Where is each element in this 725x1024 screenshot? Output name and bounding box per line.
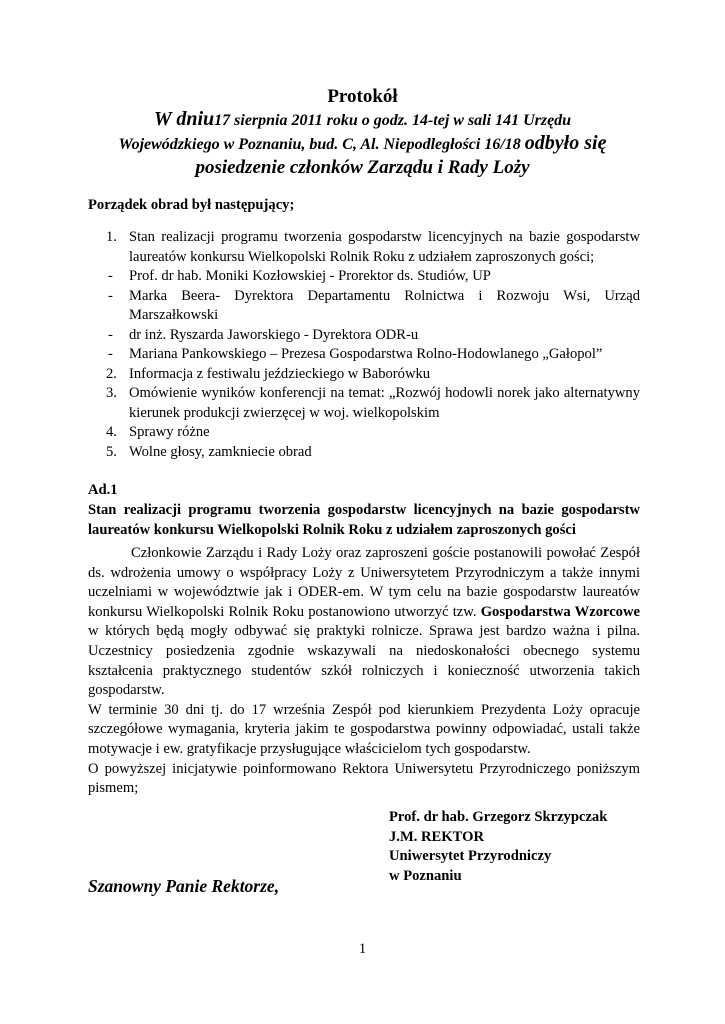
agenda-item <box>88 287 640 326</box>
page-number: 1 <box>358 941 367 957</box>
section-label: Ad.1 <box>88 482 118 498</box>
addressee-line: w Poznaniu <box>389 867 462 884</box>
agenda-item <box>88 384 640 423</box>
subtitle-line-2-main: Wojewódzkiego w Poznaniu, bud. C, Al. Niepodległości 16/18 <box>118 136 521 153</box>
agenda-item <box>88 365 640 385</box>
agenda-item-marker: - <box>108 346 113 362</box>
subtitle-line-2-tail: odbyło się <box>524 132 607 154</box>
paragraph-text: w których będą mogły odbywać się praktyki rolnicze. Sprawa jest bardzo ważna i pilna. Uczestnicy posiedzenia zgodnie wskazywali na niedoskonałości obecnego systemu kształcenia praktycznego studentów szkół rolniczych i konieczność utworzenia takich gospodarstw. <box>88 623 640 699</box>
paragraph-text: Członkowie Zarządu i Rady Loży oraz zaproszeni goście postanowili powołać Zespół ds. wdrożenia umowy o współpracy Loży z Uniwersytetem Przyrodniczym a także innymi uczelniami w województwie jak i ODER-em. W tym celu na bazie gospodarstw laureatów konkursu Wielkopolski Rolnik Roku postanowiono utworzyć tzw. <box>88 545 640 620</box>
agenda-item-text: Mariana Pankowskiego – Prezesa Gospodarstwa Rolno-Hodowlanego „Gałopol” <box>129 346 603 362</box>
agenda-item-marker: - <box>108 287 113 304</box>
addressee-line: Prof. dr hab. Grzegorz Skrzypczak <box>389 809 608 825</box>
agenda-item-text: Sprawy różne <box>129 424 210 440</box>
agenda-item <box>88 443 640 463</box>
addressee-block <box>389 808 607 886</box>
paragraph-bold-term: Gospodarstwa Wzorcowe <box>480 603 641 620</box>
subtitle-line-2 <box>70 132 655 156</box>
agenda-item-marker: 1. <box>106 229 117 245</box>
agenda-heading: Porządek obrad był następujący; <box>88 197 295 213</box>
agenda-item <box>88 423 640 443</box>
agenda-item <box>88 228 640 267</box>
agenda-item-text: Omówienie wyników konferencji na temat: „Rozwój hodowli norek jako alternatywny kierunek produkcji zwierzęcej w woj. wielkopolskim <box>129 385 640 421</box>
letter-salutation: Szanowny Panie Rektorze, <box>88 876 280 896</box>
body-paragraph-1 <box>88 544 640 701</box>
addressee-line: Uniwersytet Przyrodniczy <box>389 848 552 864</box>
subtitle-line-1 <box>70 108 655 132</box>
agenda-item-marker: 5. <box>106 443 117 460</box>
section-heading: Stan realizacji programu tworzenia gospodarstw licencyjnych na bazie gospodarstw laureatów konkursu Wielkopolski Rolnik Roku z udziałem zaproszonych gości <box>88 502 640 538</box>
agenda-item-text: Wolne głosy, zamkniecie obrad <box>129 443 312 460</box>
body-paragraph-3: O powyższej inicjatywie poinformowano Rektora Uniwersytetu Przyrodniczego poniższym pismem; <box>88 760 640 797</box>
agenda-item <box>88 345 640 365</box>
agenda-item-text: Marka Beera- Dyrektora Departamentu Rolnictwa i Rozwoju Wsi, Urząd Marszałkowski <box>129 287 640 323</box>
agenda-item-text: dr inż. Ryszarda Jaworskiego - Dyrektora ODR-u <box>129 326 419 343</box>
agenda-item-text: Informacja z festiwalu jeździeckiego w Baborówku <box>129 365 431 382</box>
agenda-item-text: Stan realizacji programu tworzenia gospodarstw licencyjnych na bazie gospodarstw laureatów konkursu Wielkopolski Rolnik Roku z udziałem zaproszonych gości; <box>129 229 640 265</box>
subtitle-line-1-rest: 17 sierpnia 2011 roku o godz. 14-tej w sali 141 Urzędu <box>214 112 572 129</box>
agenda-item <box>88 326 640 346</box>
section-body <box>88 544 640 799</box>
agenda-list <box>88 228 640 462</box>
body-paragraph-2: W terminie 30 dni tj. do 17 września Zespół pod kierunkiem Prezydenta Loży opracuje szczegółowe wymagania, kryteria jakim te gospodarstwa powinny odpowiadać, ustali także motywacje i ew. gratyfikacje przysługujące właścicielom tych gospodarstw. <box>88 701 640 757</box>
addressee-line: J.M. REKTOR <box>389 828 485 845</box>
agenda-item-text: Prof. dr hab. Moniki Kozłowskiej - Prorektor ds. Studiów, UP <box>129 268 491 284</box>
agenda-item-marker: 2. <box>106 365 117 382</box>
agenda-item-marker: - <box>108 268 113 284</box>
subtitle-line-3: posiedzenie członków Zarządu i Rady Loży <box>195 157 530 178</box>
subtitle-line-1-lead: W dniu <box>153 108 215 130</box>
document-title: Protokół <box>327 86 398 107</box>
agenda-item-marker: 4. <box>106 424 117 440</box>
agenda-item-marker: - <box>108 326 113 343</box>
agenda-item-marker: 3. <box>106 385 117 401</box>
document-subtitle <box>70 108 655 179</box>
agenda-item <box>88 267 640 287</box>
